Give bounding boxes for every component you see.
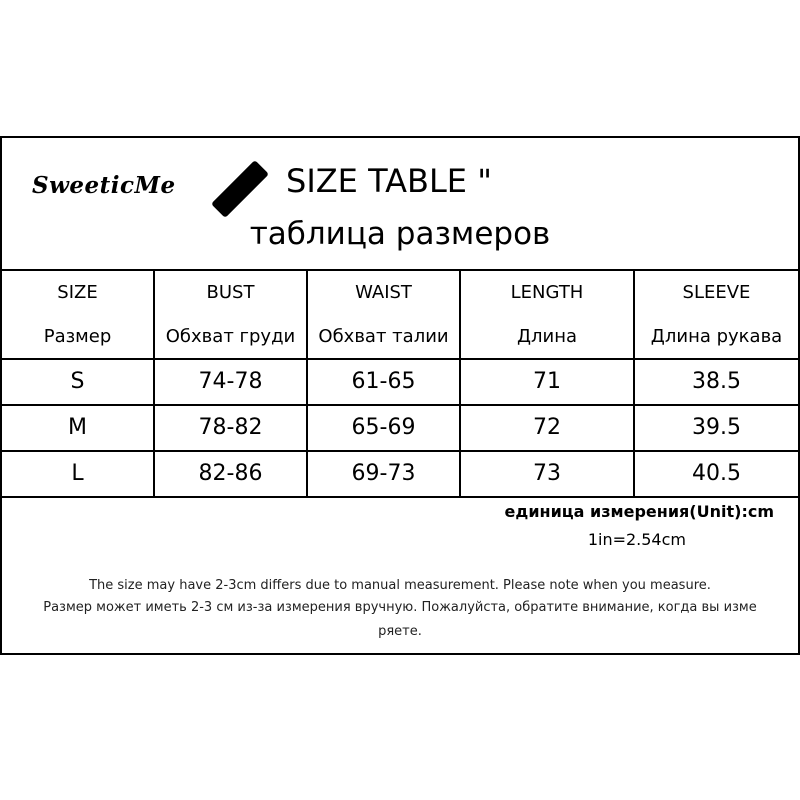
table-row [2, 405, 798, 451]
cell-length: 72 [460, 405, 634, 451]
note-russian: Размер может иметь 2-3 см из-за измерения вручную. Пожалуйста, обратите внимание, когда вы изме [43, 600, 757, 615]
column-header-sleeve: SLEEVE Длина рукава [634, 271, 798, 359]
brand-logo: SweeticMe [32, 172, 176, 199]
title-russian: таблица размеров [249, 216, 551, 252]
cell-waist: 65-69 [307, 405, 460, 451]
note-russian-continued: ряете. [378, 624, 422, 639]
cell-size: L [2, 451, 154, 497]
cell-bust: 82-86 [154, 451, 307, 497]
column-header-size: SIZE Размер [2, 271, 154, 359]
cell-sleeve: 38.5 [634, 359, 798, 405]
column-header-waist: WAIST Обхват талии [307, 271, 460, 359]
note-english: The size may have 2-3cm differs due to manual measurement. Please note when you measure. [89, 578, 711, 593]
size-table [2, 271, 798, 498]
inch-conversion: 1in=2.54cm [587, 530, 686, 549]
cell-sleeve: 39.5 [634, 405, 798, 451]
title-english: SIZE TABLE " [286, 162, 492, 200]
cell-bust: 78-82 [154, 405, 307, 451]
table-row [2, 451, 798, 497]
cell-bust: 74-78 [154, 359, 307, 405]
cell-length: 73 [460, 451, 634, 497]
column-header-length: LENGTH Длина [460, 271, 634, 359]
column-header-bust: BUST Обхват груди [154, 271, 307, 359]
cell-size: S [2, 359, 154, 405]
cell-length: 71 [460, 359, 634, 405]
cell-waist: 61-65 [307, 359, 460, 405]
unit-label: единица измерения(Unit):cm [504, 502, 774, 521]
chart-header [2, 138, 798, 271]
table-header-row [2, 271, 798, 359]
cell-sleeve: 40.5 [634, 451, 798, 497]
slash-decoration-icon [211, 160, 269, 218]
cell-size: M [2, 405, 154, 451]
cell-waist: 69-73 [307, 451, 460, 497]
table-row [2, 359, 798, 405]
